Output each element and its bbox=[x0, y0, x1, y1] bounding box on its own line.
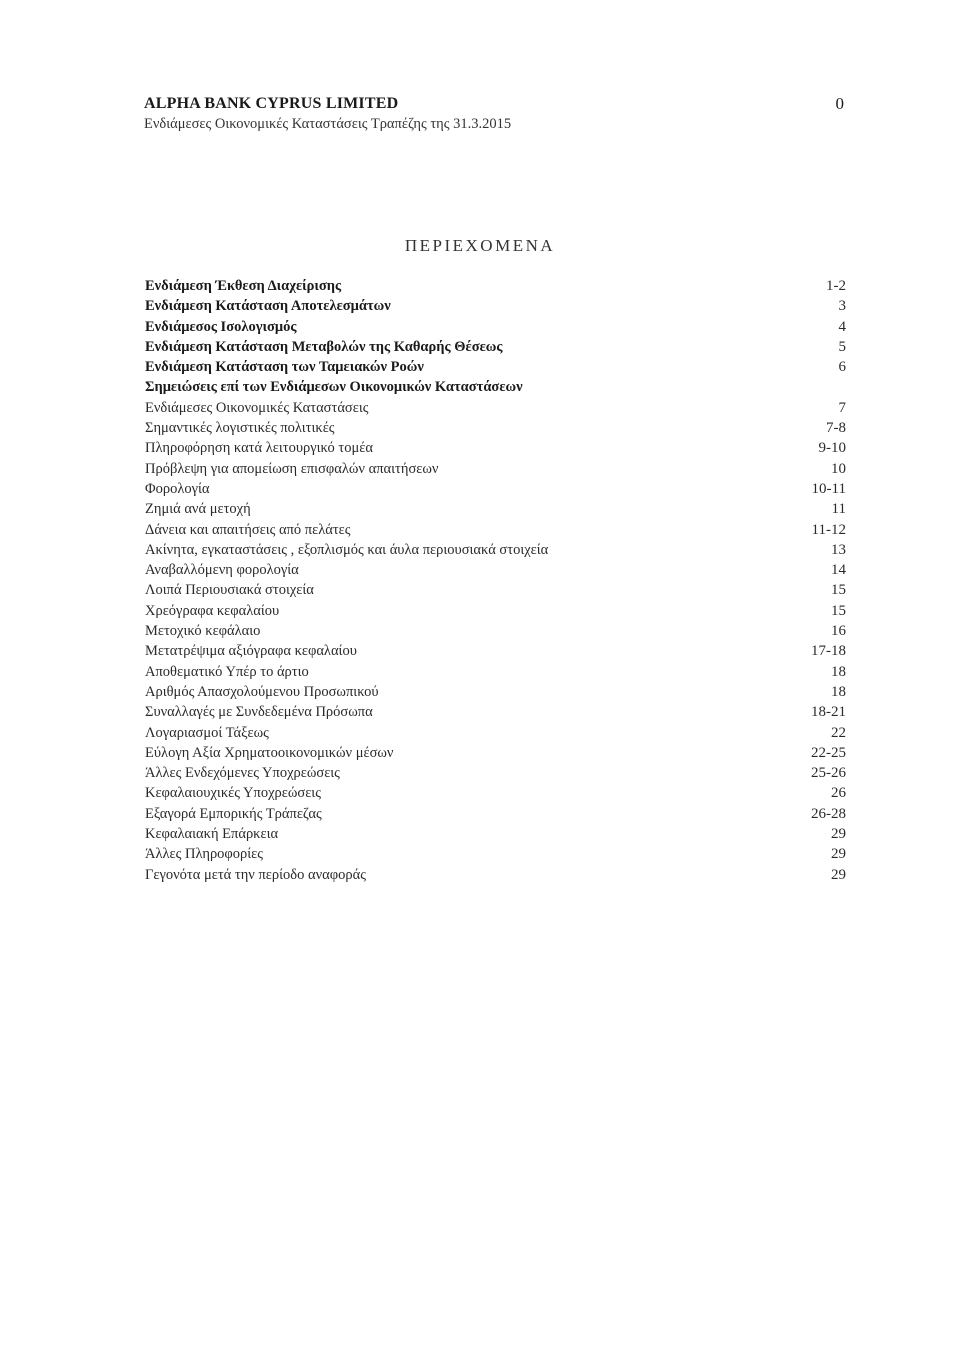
toc-entry-label: Ενδιάμεση Κατάσταση Αποτελεσμάτων bbox=[145, 298, 391, 315]
toc-entry-page: 22-25 bbox=[811, 744, 846, 761]
toc-entry-page: 18 bbox=[831, 683, 846, 700]
toc-entry-label: Ενδιάμεση Έκθεση Διαχείρισης bbox=[145, 278, 342, 294]
toc-entry-label: Ενδιάμεση Κατάσταση των Ταμειακών Ροών bbox=[145, 359, 424, 376]
toc-entry bbox=[145, 662, 846, 682]
toc-entry bbox=[145, 804, 846, 824]
toc-entry bbox=[145, 459, 846, 479]
toc-entry-label: Μετοχικό κεφάλαιο bbox=[145, 623, 261, 640]
toc-entry-label: Αποθεματικό Υπέρ το άρτιο bbox=[145, 663, 309, 680]
toc-entry-label: Λοιπά Περιουσιακά στοιχεία bbox=[145, 582, 314, 599]
toc-entry-page: 29 bbox=[831, 866, 846, 883]
toc-entry-label: Γεγονότα μετά την περίοδο αναφοράς bbox=[145, 866, 366, 883]
toc-entry-page: 13 bbox=[831, 541, 846, 558]
toc-entry bbox=[145, 580, 846, 600]
toc-entry bbox=[145, 398, 846, 418]
toc-entry bbox=[145, 560, 846, 580]
toc-entry-page: 18 bbox=[831, 663, 846, 680]
toc-entry-label: Εξαγορά Εμπορικής Τράπεζας bbox=[145, 805, 322, 822]
toc-entry-label: Αριθμός Απασχολούμενου Προσωπικού bbox=[145, 683, 379, 700]
toc-entry-page: 17-18 bbox=[811, 643, 846, 660]
toc-entry-label: Αναβαλλόμενη φορολογία bbox=[145, 562, 299, 579]
toc-entry bbox=[145, 357, 846, 377]
toc-entry-page: 16 bbox=[831, 623, 846, 640]
toc-entry-label: Σημειώσεις επί των Ενδιάμεσων Οικονομικών Καταστάσεων bbox=[145, 379, 523, 396]
toc-entry bbox=[145, 296, 846, 316]
toc-entry-page: 22 bbox=[831, 724, 846, 741]
toc-entry bbox=[145, 438, 846, 458]
toc-entry-label: Κεφαλαιουχικές Υποχρεώσεις bbox=[145, 785, 321, 802]
toc-entry bbox=[145, 763, 846, 783]
toc-entry-page: 5 bbox=[838, 338, 846, 355]
toc-entry-page: 9-10 bbox=[818, 440, 846, 457]
toc-entry bbox=[145, 499, 846, 519]
toc-entry-label: Δάνεια και απαιτήσεις από πελάτες bbox=[145, 521, 351, 538]
toc-entry-label: Ακίνητα, εγκαταστάσεις , εξοπλισμός και άυλα περιουσιακά στοιχεία bbox=[145, 541, 549, 558]
toc-entry-label: Ενδιάμεσες Οικονομικές Καταστάσεις bbox=[145, 399, 369, 416]
toc-entry-page: 10 bbox=[831, 460, 846, 477]
toc-entry bbox=[145, 337, 846, 357]
toc-entry-page: 6 bbox=[838, 359, 846, 376]
toc-entry bbox=[145, 824, 846, 844]
toc-entry-page: 26-28 bbox=[811, 805, 846, 822]
toc-entry-page: 11-12 bbox=[811, 521, 846, 538]
toc-entry-page: 3 bbox=[838, 298, 846, 315]
toc-entry bbox=[145, 702, 846, 722]
table-of-contents bbox=[145, 276, 846, 885]
toc-entry-page: 18-21 bbox=[811, 704, 846, 721]
toc-entry-label: Εύλογη Αξία Χρηματοοικονομικών μέσων bbox=[145, 744, 394, 761]
toc-entry bbox=[145, 743, 846, 763]
toc-entry-label: Πληροφόρηση κατά λειτουργικό τομέα bbox=[145, 440, 373, 457]
toc-entry bbox=[145, 377, 846, 397]
toc-entry bbox=[145, 682, 846, 702]
toc-entry-label: Άλλες Πληροφορίες bbox=[145, 846, 264, 863]
toc-entry-page: 29 bbox=[831, 826, 846, 843]
toc-entry-page: 14 bbox=[831, 562, 846, 579]
toc-entry bbox=[145, 276, 846, 296]
toc-entry bbox=[145, 865, 846, 885]
toc-entry-label: Ζημιά ανά μετοχή bbox=[145, 501, 251, 518]
toc-entry bbox=[145, 641, 846, 661]
toc-entry-label: Άλλες Ενδεχόμενες Υποχρεώσεις bbox=[145, 765, 340, 782]
toc-entry bbox=[145, 540, 846, 560]
toc-entry-page: 11 bbox=[831, 501, 846, 518]
document-subtitle: Ενδιάμεσες Οικονομικές Καταστάσεις Τραπέζης της 31.3.2015 bbox=[144, 116, 512, 132]
toc-entry-page: 25-26 bbox=[811, 765, 846, 782]
toc-entry-page: 29 bbox=[831, 846, 846, 863]
toc-entry bbox=[145, 520, 846, 540]
toc-entry-label: Ενδιάμεση Κατάσταση Μεταβολών της Καθαρής Θέσεως bbox=[145, 338, 503, 355]
toc-entry bbox=[145, 317, 846, 337]
toc-entry-label: Συναλλαγές με Συνδεδεμένα Πρόσωπα bbox=[145, 704, 373, 721]
toc-entry bbox=[145, 783, 846, 803]
toc-entry bbox=[145, 418, 846, 438]
toc-entry-label: Μετατρέψιμα αξιόγραφα κεφαλαίου bbox=[145, 643, 357, 660]
toc-entry-label: Λογαριασμοί Τάξεως bbox=[145, 724, 269, 741]
toc-entry-page: 15 bbox=[831, 582, 846, 599]
toc-entry bbox=[145, 723, 846, 743]
toc-entry bbox=[145, 601, 846, 621]
toc-entry-label: Σημαντικές λογιστικές πολιτικές bbox=[145, 420, 335, 437]
toc-entry-page: 7-8 bbox=[826, 420, 846, 437]
toc-entry-label: Κεφαλαιακή Επάρκεια bbox=[145, 826, 279, 843]
toc-entry-page: 15 bbox=[831, 602, 846, 619]
page-number: 0 bbox=[835, 94, 844, 113]
toc-entry bbox=[145, 479, 846, 499]
document-header bbox=[144, 94, 844, 134]
toc-entry-page: 10-11 bbox=[811, 480, 846, 497]
toc-entry-page: 1-2 bbox=[826, 278, 846, 294]
toc-title: ΠΕΡΙΕΧΟΜΕΝΑ bbox=[404, 236, 556, 255]
toc-entry-label: Πρόβλεψη για απομείωση επισφαλών απαιτήσεων bbox=[145, 460, 439, 477]
toc-entry-label: Χρεόγραφα κεφαλαίου bbox=[145, 602, 280, 619]
toc-entry-page: 26 bbox=[831, 785, 846, 802]
toc-entry-label: Φορολογία bbox=[145, 480, 210, 497]
toc-entry-page: 4 bbox=[838, 318, 846, 335]
toc-entry-label: Ενδιάμεσος Ισολογισμός bbox=[145, 318, 297, 335]
toc-entry bbox=[145, 621, 846, 641]
toc-entry bbox=[145, 844, 846, 864]
company-name: ALPHA BANK CYPRUS LIMITED bbox=[144, 95, 399, 112]
toc-entry-page: 7 bbox=[838, 399, 846, 416]
